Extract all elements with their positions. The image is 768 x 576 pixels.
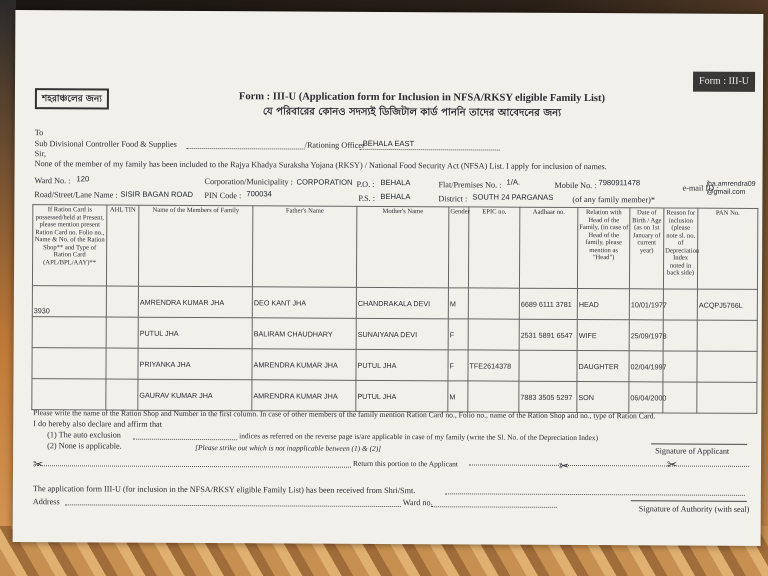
cell-dob: 02/04/1997: [629, 351, 663, 382]
scissors-icon: ✂: [558, 458, 570, 473]
none-included-line: None of the member of my family has been included to the Rajya Khadya Suraksha Yojana (RKSY) / National Food Security Act (NFSA) List. I apply for inclusion of names.: [34, 159, 607, 172]
strike-note: [Please strike out which is not inapplicable between (1) & (2)]: [195, 442, 382, 453]
rationing-officer-label: /Rationing Officer: [304, 140, 365, 150]
po-value: BEHALA: [380, 177, 411, 188]
cell-aadhaar: 7883 3505 5297: [519, 381, 577, 412]
cell-pan: [697, 320, 757, 351]
cell-mother-name: PUTUL JHA: [356, 380, 448, 411]
cell-epic: TFE2614378: [468, 350, 519, 381]
email-value: jha.amrendra09@gmail.com: [706, 180, 756, 196]
address-dots: [65, 504, 401, 507]
ps-value: BEHALA: [380, 191, 411, 202]
cell-relation: SON: [577, 381, 629, 412]
cell-epic: [468, 319, 519, 350]
return-portion-label: Return this portion to the Applicant: [353, 458, 458, 469]
cell-reason: [663, 289, 697, 320]
road-label: Road/Street/Lane Name :: [34, 190, 118, 200]
cell-ration-card: [32, 348, 106, 379]
received-dots: [445, 493, 745, 496]
pin-value: 700034: [246, 189, 272, 199]
table-row: [32, 286, 757, 321]
col-member-name: Name of the Members of Family: [138, 205, 252, 287]
col-father-name: Father's Name: [252, 206, 356, 288]
cell-father-name: AMRENDRA KUMAR JHA: [252, 349, 356, 381]
cell-member-name: AMRENDRA KUMAR JHA: [138, 286, 252, 318]
cell-mother-name: SUNAIYANA DEVI: [356, 318, 448, 349]
col-gender: Gender: [448, 207, 468, 288]
road-value: SISIR BAGAN ROAD: [120, 189, 194, 199]
mobile-label: Mobile No. :: [554, 180, 597, 191]
district-label: District :: [438, 194, 468, 204]
ward-value: 120: [76, 174, 90, 184]
ward-no-label: Ward no.: [402, 498, 433, 508]
any-member-note: (of any family member)*: [572, 194, 655, 205]
scissors-icon: ✂: [32, 457, 44, 472]
cell-relation: HEAD: [577, 288, 629, 319]
cell-reason: [663, 382, 697, 413]
cell-mother-name: PUTUL JHA: [356, 349, 448, 380]
col-ration-card: If Ration Card is possessed/held at Present, please mention present Ration Card no. Folio no., Name & No. of the Ration Shop** and Type of Ration Card (APL/BPL/AAY)**: [32, 205, 106, 286]
cell-father-name: DEO KANT JHA: [252, 287, 356, 319]
col-epic: EPIC no.: [468, 207, 519, 288]
received-line: The application form III-U (for inclusion in the NFSA/RKSY eligible Family List) has been received from Shri/Smt.: [32, 484, 416, 496]
col-ahl-tin: AHL TIN: [106, 205, 138, 286]
flat-label: Flat/Premises No. :: [438, 180, 502, 190]
corporation-value: CORPORATION: [296, 177, 353, 187]
please-write-note: Please write the name of the Ration Shop and Number in the first column. In case of other members of the family mention Ration Card no., Folio no., name of the Ration Shop and no., type of Ration Card.: [33, 408, 656, 421]
declare-line: I do hereby also declare and affirm that: [33, 419, 163, 429]
cell-aadhaar: 2531 5891 6547: [519, 319, 577, 350]
indices-text: indices as referred on the reverse page is/are applicable in case of my family (write the Sl. No. of the Depreciation Index): [239, 431, 599, 443]
corporation-label: Corporation/Municipality :: [204, 177, 293, 187]
cell-ration-card: [32, 379, 106, 410]
sdc-dots: [187, 148, 305, 150]
exclusion-dots: [133, 439, 237, 441]
cell-dob: 10/01/1977: [629, 289, 663, 320]
cell-relation: WIFE: [577, 319, 629, 350]
cell-member-name: PRIYANKA JHA: [138, 348, 252, 380]
col-reason: Reason for inclusion (please note sl. no. of Depreciation Index noted in back side): [663, 208, 697, 289]
cell-ahl-tin: [106, 379, 138, 410]
ward-label: Ward No. :: [34, 176, 71, 186]
cell-ration-card: 3930: [32, 286, 106, 317]
rationing-dots: [360, 149, 500, 151]
auto-exclusion-label: (1) The auto exclusion: [47, 430, 121, 440]
col-mother-name: Mother's Name: [356, 206, 448, 287]
ward-no-dots: [431, 506, 557, 508]
form-title-bengali: যে পরিবারের কোনও সদস্যই ডিজিটাল কার্ড পাননি তাদের আবেদনের জন্য: [262, 106, 562, 119]
cell-ahl-tin: [106, 317, 138, 348]
pin-label: PIN Code :: [204, 191, 242, 201]
col-aadhaar: Aadhaar no.: [519, 207, 577, 288]
col-relation: Relation with Head of the Family, (in case of Head of the family, please mention as "Head"): [577, 207, 629, 288]
cell-gender: F: [448, 350, 468, 381]
to-label: To: [34, 128, 44, 138]
cell-pan: ACQPJ5766L: [697, 289, 757, 320]
cut-line-right: [469, 464, 749, 466]
urban-box: শহরাঞ্চলের জন্য: [35, 88, 109, 109]
cell-gender: F: [448, 319, 468, 350]
table-header-row: [32, 205, 757, 290]
cell-aadhaar: [519, 350, 577, 381]
cell-member-name: PUTUL JHA: [138, 317, 252, 349]
col-dob: Date of Birth / Age (as on 1st January of current year): [629, 208, 663, 289]
cell-dob: 06/04/2000: [629, 382, 663, 413]
cell-gender: M: [448, 288, 468, 319]
rationing-officer-value: BEHALA EAST: [362, 138, 415, 149]
form-tag: Form : III-U: [693, 72, 755, 92]
cell-ration-card: [32, 317, 106, 348]
sir-label: Sir,: [34, 149, 46, 159]
district-value: SOUTH 24 PARGANAS: [472, 192, 554, 202]
cell-pan: [697, 382, 757, 413]
cell-dob: 25/09/1978: [629, 320, 663, 351]
authority-sig-line: [631, 500, 747, 502]
flat-value: 1/A.: [506, 177, 521, 187]
cell-gender: M: [448, 381, 468, 412]
signature-authority-label: Signature of Authority (with seal): [638, 504, 750, 514]
email-label: e-mail ID :: [682, 183, 719, 193]
cell-member-name: GAURAV KUMAR JHA: [138, 379, 252, 411]
cell-father-name: BALIRAM CHAUDHARY: [252, 318, 356, 350]
cell-aadhaar: 6689 6111 3781: [519, 288, 577, 319]
col-pan: PAN No.: [697, 208, 757, 289]
sdc-label: Sub Divisional Controller Food & Supplies: [34, 139, 177, 149]
signature-applicant-label: Signature of Applicant: [655, 446, 730, 456]
cell-reason: [663, 320, 697, 351]
applicant-sig-line: [651, 443, 747, 445]
cut-line-left: [37, 465, 351, 468]
form-paper: [13, 10, 764, 546]
po-label: P.O. :: [356, 179, 375, 189]
cell-ahl-tin: [106, 348, 138, 379]
scissors-icon: ✂: [666, 457, 678, 472]
cell-ahl-tin: [106, 286, 138, 317]
cell-relation: DAUGHTER: [577, 350, 629, 381]
cell-mother-name: CHANDRAKALA DEVI: [356, 287, 448, 318]
family-members-table: [31, 204, 758, 414]
cell-reason: [663, 351, 697, 382]
form-title-english: Form : III-U (Application form for Inclusion in NFSA/RKSY eligible Family List): [238, 91, 606, 105]
address-label: Address: [32, 497, 60, 507]
table-row: [32, 317, 757, 352]
cell-epic: [468, 381, 519, 412]
ps-label: P.S. :: [358, 193, 376, 203]
mobile-value: 7980911478: [598, 178, 641, 188]
cell-epic: [468, 288, 519, 319]
cell-father-name: AMRENDRA KUMAR JHA: [252, 380, 356, 412]
cell-pan: [697, 351, 757, 382]
table-row: [32, 348, 757, 383]
none-applicable: (2) None is applicable.: [47, 441, 122, 451]
